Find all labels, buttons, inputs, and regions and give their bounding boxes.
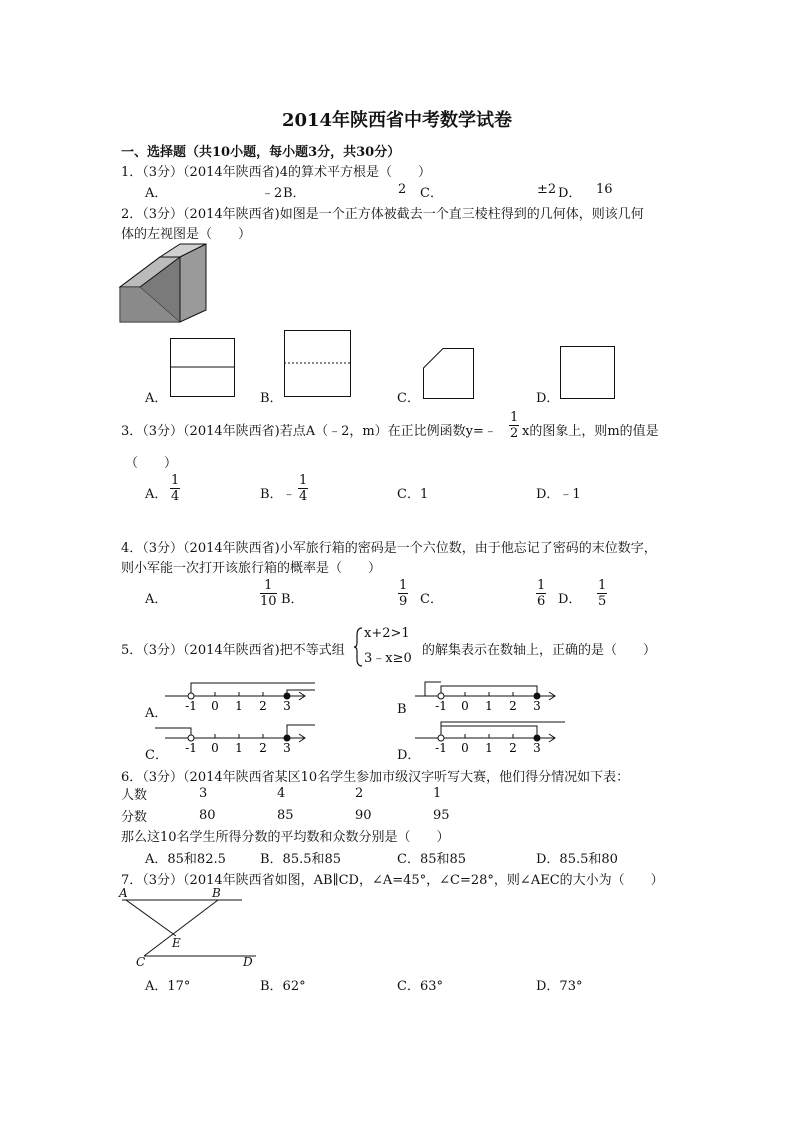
- table-row: [121, 782, 493, 804]
- q6-option-d: D．85.5和80: [536, 852, 618, 867]
- q5-option-d-label: D．: [397, 748, 421, 763]
- endpoint-minus-one: [188, 735, 194, 741]
- q1-option-a-value: ﹣2: [261, 186, 283, 201]
- q4-a-denominator: 10: [260, 594, 277, 609]
- solution-ray: [155, 728, 191, 738]
- q3-option-d: D．﹣1: [536, 487, 581, 502]
- q4-option-c-label: C．: [420, 592, 443, 607]
- q5-option-a-label: A．: [145, 706, 168, 721]
- q5-option-c-numberline: [165, 722, 325, 762]
- table-cell: 1: [433, 785, 442, 801]
- table-cell: 80: [199, 807, 216, 823]
- q1-option-d-label: D．: [558, 186, 582, 201]
- q6-option-c: C．85和85: [397, 852, 467, 867]
- q7-label-d: D: [243, 955, 253, 969]
- q2-stem-line1: 2．（3分）（2014年陕西省)如图是一个正方体被截去一个直三棱柱得到的几何体，则该几何: [121, 207, 644, 222]
- q4-d-numerator: 1: [598, 578, 607, 593]
- solution-ray: [441, 722, 565, 738]
- tick-label: -1: [435, 699, 447, 713]
- q4-option-b-fraction: [398, 578, 408, 609]
- q4-option-a-fraction: [260, 578, 277, 609]
- tick-label: 0: [461, 741, 469, 755]
- q2-option-b-figure: [284, 330, 352, 398]
- q4-c-numerator: 1: [537, 578, 546, 593]
- q2-option-d-figure: [560, 346, 616, 400]
- q7-option-b: B．62°: [260, 979, 306, 994]
- q4-stem-line1: 4．（3分）（2014年陕西省)小军旅行箱的密码是一个六位数，由于他忘记了密码的末位数字，: [121, 541, 657, 556]
- q6-score-table: [121, 782, 493, 826]
- q4-stem-line2: 则小军能一次打开该旅行箱的概率是（ ）: [121, 561, 382, 576]
- tick-label: -1: [185, 741, 197, 755]
- q5-option-b-label: B: [397, 702, 407, 717]
- q5-stem-b: 的解集表示在数轴上，正确的是（ ）: [422, 643, 657, 658]
- q3-a-numerator: 1: [171, 473, 180, 488]
- tick-label: 2: [259, 741, 267, 755]
- q6-option-b: B．85.5和85: [260, 852, 342, 867]
- q4-option-d-label: D．: [558, 592, 582, 607]
- endpoint-three: [534, 735, 540, 741]
- tick-label: -1: [185, 699, 197, 713]
- q6-option-a: A．85和82.5: [145, 852, 226, 867]
- tick-label: 1: [485, 699, 493, 713]
- q6-stem: 6．（3分）（2014年陕西省某区10名学生参加市级汉字听写大赛，他们得分情况如下表：: [121, 770, 630, 785]
- tick-label: 1: [485, 741, 493, 755]
- tick-label: 0: [211, 699, 219, 713]
- q3-stem-b: x的图象上，则m的值是: [522, 424, 659, 439]
- q3-option-a-label: A．: [145, 487, 168, 502]
- q2-option-a-label: A．: [145, 391, 168, 406]
- q7-label-e: E: [172, 936, 181, 950]
- q1-option-c-value: ±2: [537, 182, 557, 197]
- q5-option-a-numberline: [165, 680, 325, 720]
- q7-option-d: D．73°: [536, 979, 583, 994]
- q3-frac-numerator: 1: [510, 410, 519, 425]
- q4-option-b-label: B．: [281, 592, 304, 607]
- q4-option-c-fraction: [536, 578, 546, 609]
- endpoint-three: [534, 693, 540, 699]
- tick-label: 3: [533, 699, 541, 713]
- q4-c-denominator: 6: [537, 594, 546, 609]
- q3-stem-fraction: [509, 410, 519, 441]
- table-cell: 3: [199, 785, 208, 801]
- endpoint-minus-one: [438, 693, 444, 699]
- q3-option-c: C．1: [397, 487, 429, 502]
- q3-option-a-fraction: [170, 473, 180, 504]
- q4-option-d-fraction: [597, 578, 607, 609]
- q2-solid-figure: [118, 242, 208, 326]
- q1-option-b-label: B．: [283, 186, 306, 201]
- q3-a-denominator: 4: [171, 489, 180, 504]
- tick-label: 2: [509, 699, 517, 713]
- q2-option-c-figure: [423, 348, 475, 400]
- table-cell: 4: [277, 785, 286, 801]
- q7-option-c: C．63°: [397, 979, 443, 994]
- q1-option-b-value: 2: [398, 182, 407, 197]
- q4-a-numerator: 1: [260, 578, 277, 594]
- q1-option-c-label: C．: [420, 186, 443, 201]
- q2-option-d-label: D．: [536, 391, 560, 406]
- q4-b-numerator: 1: [399, 578, 408, 593]
- q4-b-denominator: 9: [399, 594, 408, 609]
- tick-label: 1: [235, 699, 243, 713]
- tick-label: 3: [283, 699, 291, 713]
- table-cell: 95: [433, 807, 450, 823]
- q1-stem: 1．（3分）（2014年陕西省)4的算术平方根是（ ）: [121, 165, 431, 180]
- q1-option-d-value: 16: [596, 182, 613, 197]
- q2-option-a-figure: [170, 338, 236, 398]
- q5-inequality-2: 3﹣x≥0: [364, 651, 412, 666]
- tick-label: 0: [461, 699, 469, 713]
- tick-label: 2: [509, 741, 517, 755]
- q6-stem-line2: 那么这10名学生所得分数的平均数和众数分别是（ ）: [121, 830, 450, 845]
- q1-option-a-label: A．: [145, 186, 168, 201]
- q5-inequality-1: x+2>1: [364, 626, 410, 641]
- q3-option-b-label: B．﹣: [260, 487, 296, 502]
- q2-option-b-label: B．: [260, 391, 283, 406]
- q7-stem: 7．（3分）（2014年陕西省如图，AB∥CD，∠A=45°，∠C=28°，则∠AEC的大小为（ ）: [121, 873, 664, 888]
- q5-option-c-label: C．: [145, 748, 168, 763]
- q2-option-c-label: C．: [397, 391, 420, 406]
- table-cell: 90: [355, 807, 372, 823]
- q7-label-c: C: [136, 955, 146, 969]
- table-cell: 2: [355, 785, 364, 801]
- table-cell: 85: [277, 807, 294, 823]
- q3-b-numerator: 1: [299, 473, 308, 488]
- endpoint-minus-one: [438, 735, 444, 741]
- q3-stem-line2: （ ）: [125, 456, 178, 471]
- q4-option-a-label: A．: [145, 592, 168, 607]
- q5-option-b-numberline: [415, 680, 575, 720]
- q7-label-b: B: [212, 886, 221, 900]
- section-heading: 一、选择题（共10小题，每小题3分，共30分）: [121, 145, 401, 160]
- q3-b-denominator: 4: [299, 489, 308, 504]
- tick-label: 2: [259, 699, 267, 713]
- q2-stem-line2: 体的左视图是（ ）: [121, 227, 252, 242]
- tick-label: 3: [283, 741, 291, 755]
- table-cell: 人数: [121, 787, 148, 803]
- q5-brace: [354, 627, 364, 667]
- tick-label: 0: [211, 741, 219, 755]
- q7-option-a: A．17°: [145, 979, 191, 994]
- solution-ray: [287, 725, 315, 738]
- q3-stem-a: 3．（3分）（2014年陕西省)若点A（﹣2，m）在正比例函数y=﹣: [121, 424, 497, 439]
- endpoint-three: [284, 693, 290, 699]
- endpoint-three: [284, 735, 290, 741]
- page-title: 2014年陕西省中考数学试卷: [281, 110, 513, 131]
- table-row: [121, 804, 493, 826]
- q5-option-d-numberline: [415, 722, 575, 762]
- q7-label-a: A: [119, 886, 128, 900]
- tick-label: 1: [235, 741, 243, 755]
- q3-option-b-fraction: [298, 473, 308, 504]
- endpoint-minus-one: [188, 693, 194, 699]
- table-cell: 分数: [121, 809, 148, 825]
- tick-label: -1: [435, 741, 447, 755]
- q5-stem-a: 5．（3分）（2014年陕西省)把不等式组: [121, 643, 345, 658]
- q4-d-denominator: 5: [598, 594, 607, 609]
- tick-label: 3: [533, 741, 541, 755]
- q3-frac-denominator: 2: [510, 426, 519, 441]
